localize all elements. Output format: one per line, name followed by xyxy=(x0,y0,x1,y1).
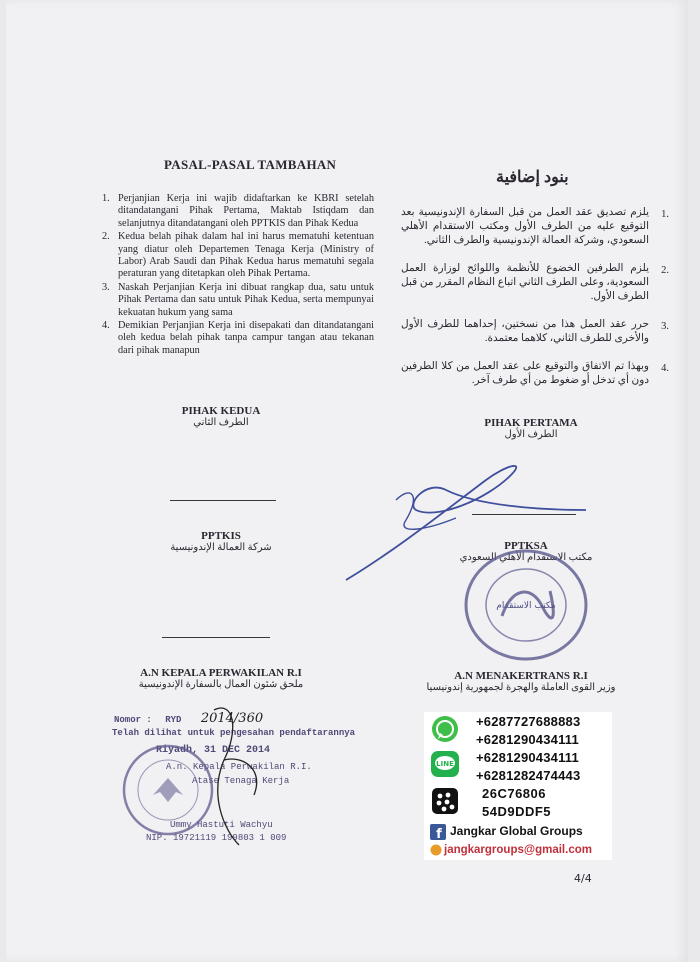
menakertrans-label: A.N MENAKERTRANS R.I xyxy=(454,670,588,682)
pihak-pertama-arabic: الطرف الأول xyxy=(504,429,558,440)
clause-item: 4. Demikian Perjanjian Kerja ini disepakati dan ditandatangani oleh kedua belah pihak tanpa campur tangan atau tekanan dari pihak manapun xyxy=(102,320,374,356)
clause-item: 2. Kedua belah pihak dalam hal ini harus mematuhi ketentuan yang diatur oleh Departemen Tenaga Kerja (Ministry of Labor) Arab Saudi dan Pihak Kedua harus mematuhi segala peraturan yang ditetapkan oleh Pihak Pertama. xyxy=(102,231,374,280)
menakertrans-arabic: وزير القوى العاملة والهجرة لجمهورية إندونيسيا xyxy=(426,682,616,693)
bbm-pin-2: 54D9DDF5 xyxy=(482,804,552,819)
pptkis-label: PPTKIS xyxy=(201,530,241,542)
left-heading: PASAL-PASAL TAMBAHAN xyxy=(164,157,337,172)
email-icon xyxy=(430,844,442,856)
stamp-date: Riyadh, 31 DEC 2014 xyxy=(156,745,271,756)
stamp-nomor: Nomor : RYD 2014/360 xyxy=(114,711,264,726)
kepala-label: A.N KEPALA PERWAKILAN R.I xyxy=(140,667,302,679)
kepala-block xyxy=(116,667,326,690)
facebook-name: Jangkar Global Groups xyxy=(450,824,583,838)
phone-number-2: +6281282474443 xyxy=(476,768,581,783)
facebook-icon xyxy=(430,824,446,840)
clause-item: 3. Naskah Perjanjian Kerja ini dibuat rangkap dua, satu untuk Pihak Pertama dan satu untuk Pihak Kedua, serta mempunyai kekuatan hukum yang sama xyxy=(102,281,374,318)
kepala-arabic: ملحق شئون العمال بالسفارة الإندونيسية xyxy=(138,679,304,690)
clause-item: 2. يلزم الطرفين الخضوع للأنظمة واللوائح لوزارة العمل السعودية، وعلى الطرف الثاني اتباع النظام المقرر من قبل الطرف الأول. xyxy=(401,263,669,302)
pihak-kedua-label: PIHAK KEDUA xyxy=(181,405,261,417)
pptkis-arabic: شركة العمالة الإندونيسية xyxy=(170,542,272,553)
stamp-name: Ummy Hastuti Wachyu xyxy=(170,820,273,830)
pihak-pertama-block xyxy=(451,417,611,440)
pihak-pertama-signature xyxy=(336,440,596,590)
embassy-signature xyxy=(194,700,294,850)
line-app-icon xyxy=(430,750,460,778)
right-heading: بنود إضافية xyxy=(496,169,569,186)
menakertrans-block xyxy=(416,670,626,693)
signature-line xyxy=(162,637,270,638)
page-number: 4/4 xyxy=(574,872,592,885)
pihak-kedua-arabic: الطرف الثاني xyxy=(193,417,249,428)
pptkis-block xyxy=(136,530,306,553)
clause-item: 1. يلزم تصديق عقد العمل من قبل السفارة الإندونيسية بعد التوقيع عليه من الطرف الأول ومكتب الاستقدام الأهلي السعودي، وشركة العمالة الإندونيسية والطرف الثاني. xyxy=(401,207,669,246)
contract-page xyxy=(6,0,688,962)
stamp-on-behalf: A.n. Kepala Perwakilan R.I. xyxy=(166,762,312,772)
blackberry-icon xyxy=(432,788,458,814)
indonesian-clauses xyxy=(102,193,374,358)
pptksa-label: PPTKSA xyxy=(504,540,548,552)
pihak-kedua-block xyxy=(146,405,296,428)
svg-text:f: f xyxy=(436,827,442,840)
bbm-pin-1: 26C76806 xyxy=(482,786,546,801)
email-address: jangkargroups@gmail.com xyxy=(444,844,592,856)
clause-item: 4. وبهذا تم الاتفاق والتوقيع على عقد العمل من كلا الطرفين دون أي تدخل أو ضغوط من أي طرف آخر. xyxy=(401,361,669,386)
handwritten-number: 2014/360 xyxy=(200,711,264,726)
contact-advertisement xyxy=(424,712,612,860)
pihak-pertama-label: PIHAK PERTAMA xyxy=(484,417,578,429)
arabic-clauses xyxy=(401,206,669,402)
whatsapp-number: +6287727688883 xyxy=(476,714,581,729)
phone-number-1: +6281290434111 xyxy=(476,732,579,747)
seal-text: مكتب الاستقدام xyxy=(496,601,556,611)
stamp-nip: NIP. 19721119 199803 1 009 xyxy=(146,833,287,843)
stamp-role: Atase Tenaga Kerja xyxy=(192,776,290,786)
line-number: +6281290434111 xyxy=(476,750,579,765)
svg-text:LINE: LINE xyxy=(436,760,454,768)
signature-line xyxy=(170,500,276,501)
whatsapp-icon xyxy=(430,714,460,744)
stamp-seen-text: Telah dilihat untuk pengesahan pendaftarannya xyxy=(112,728,356,738)
clause-item: 1. Perjanjian Kerja ini wajib didaftarkan ke KBRI setelah ditandatangani Pihak Pertama, Maktab Istiqdam dan selanjutnya ditandatangani oleh PPTKIS dan Pihak Kedua xyxy=(102,193,374,229)
clause-item: 3. حرر عقد العمل هذا من نسختين، إحداهما للطرف الأول والأخرى للطرف الثاني، كلاهما معتمدة. xyxy=(401,319,669,344)
pptksa-arabic: مكتب الاستقدام الأهلي السعودي xyxy=(459,552,593,563)
